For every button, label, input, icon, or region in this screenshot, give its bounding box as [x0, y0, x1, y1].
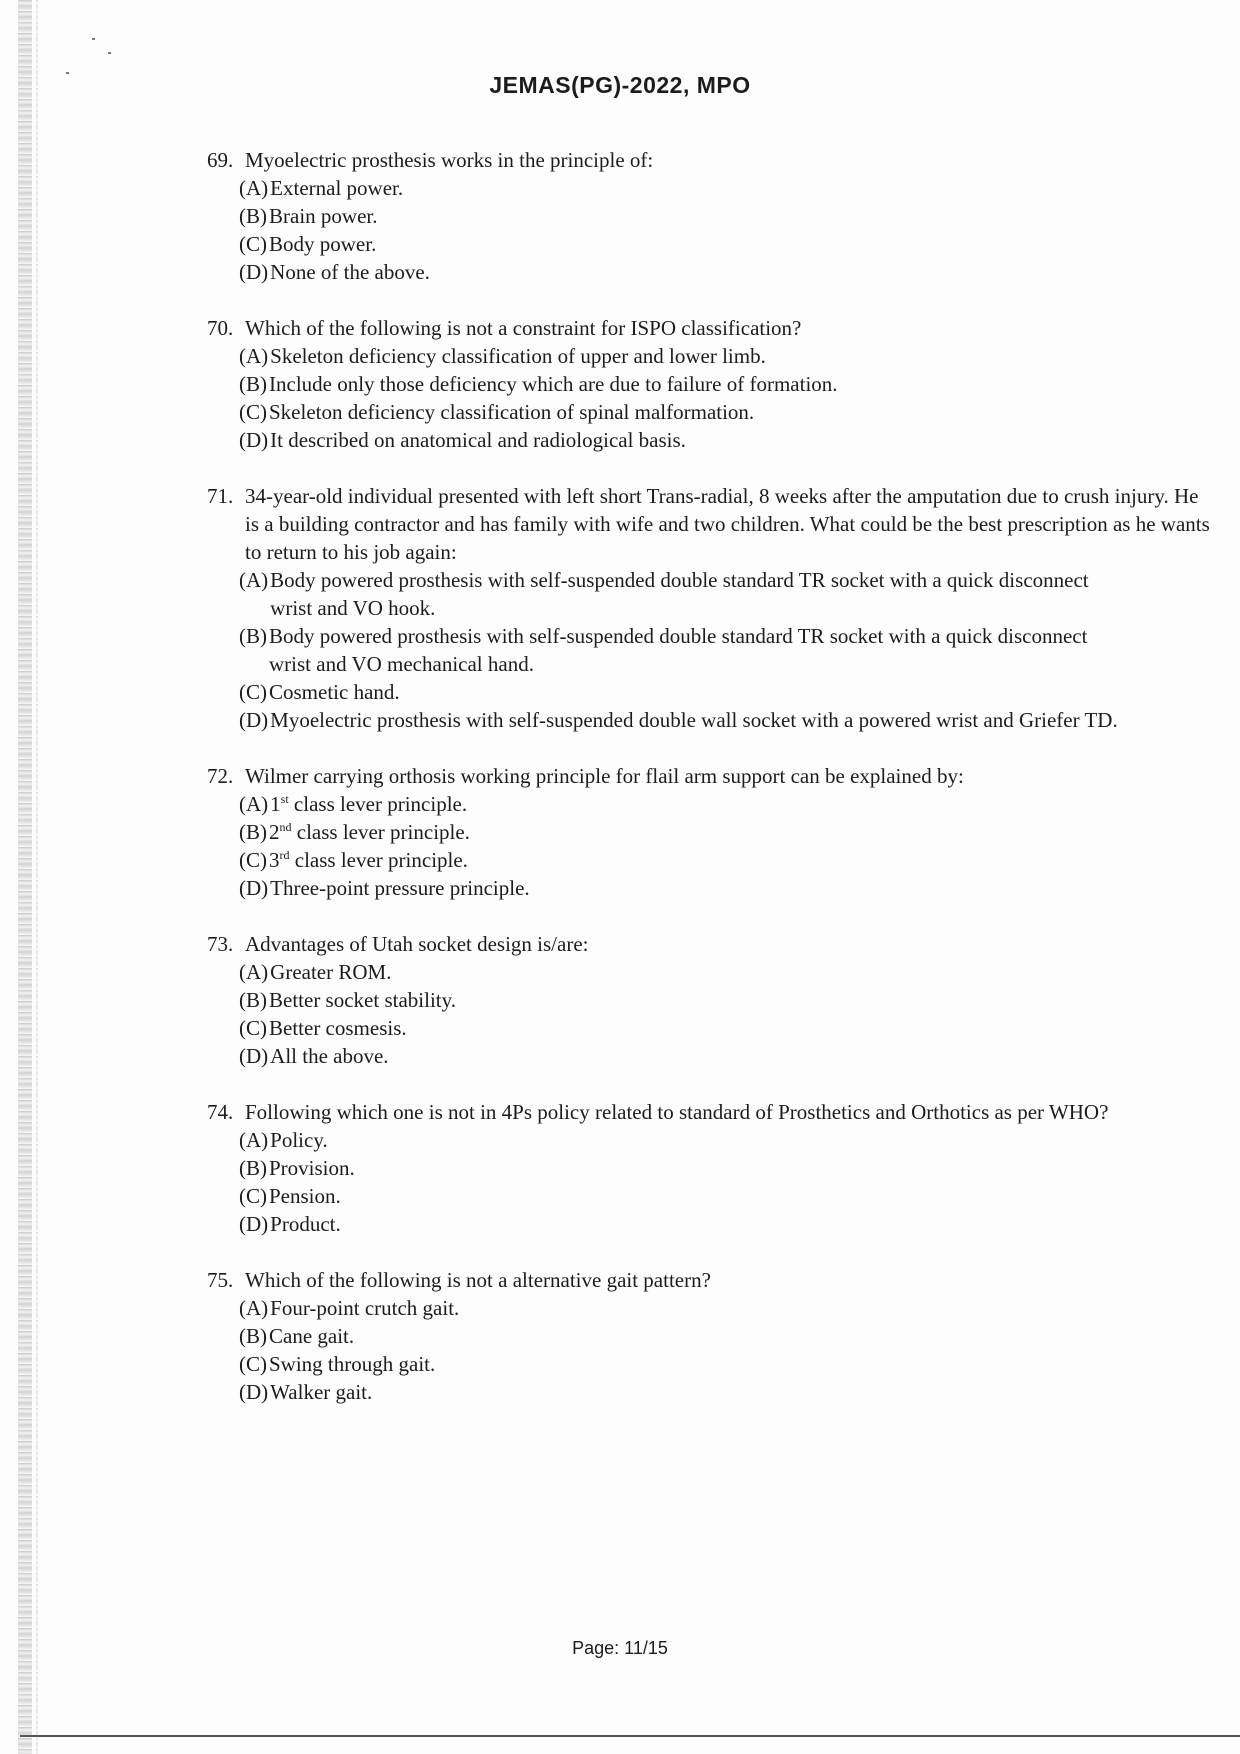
question-text: Wilmer carrying orthosis working principle for flail arm support can be explained by: — [245, 764, 964, 788]
option-text: class lever principle. — [289, 848, 468, 872]
question-74 — [207, 1098, 1217, 1238]
option-label: (B) — [239, 1156, 267, 1180]
answer-option — [239, 1126, 1217, 1154]
option-text: class lever principle. — [288, 792, 468, 816]
option-text: Skeleton deficiency classification of spinal malformation. — [269, 400, 755, 424]
scan-binding-line — [36, 0, 38, 1754]
option-text-container — [267, 370, 1129, 398]
option-text-container — [268, 1294, 1130, 1322]
question-71 — [207, 482, 1217, 734]
option-text: Provision. — [269, 1156, 355, 1180]
option-ordinal-suffix: nd — [279, 820, 292, 834]
option-text-container — [268, 790, 1130, 818]
option-text-container — [268, 706, 1130, 734]
option-label: (A) — [239, 1296, 269, 1320]
option-text: Cosmetic hand. — [269, 680, 400, 704]
question-text: Which of the following is not a constraint for ISPO classification? — [245, 316, 802, 340]
question-73 — [207, 930, 1217, 1070]
option-text: Brain power. — [269, 204, 378, 228]
option-label: (C) — [239, 1184, 267, 1208]
option-text-container — [267, 1182, 1129, 1210]
option-ordinal: 1 — [270, 792, 281, 816]
option-label: (D) — [239, 1380, 269, 1404]
question-number: 69. — [207, 148, 234, 172]
option-text: Body powered prosthesis with self-suspended double standard TR socket with a quick disconnect wrist and VO hook. — [270, 568, 1094, 620]
answer-option — [239, 202, 1217, 230]
question-text: Which of the following is not a alternative gait pattern? — [245, 1268, 711, 1292]
option-label: (C) — [239, 1352, 267, 1376]
option-text: None of the above. — [270, 260, 430, 284]
option-label: (C) — [239, 1016, 267, 1040]
answer-option — [239, 706, 1217, 734]
question-list — [207, 146, 1217, 1434]
option-label: (D) — [239, 1044, 269, 1068]
question-72 — [207, 762, 1217, 902]
question-75 — [207, 1266, 1217, 1406]
option-label: (B) — [239, 1324, 267, 1348]
answer-option — [239, 846, 1217, 874]
option-label: (A) — [239, 176, 269, 200]
answer-option — [239, 790, 1217, 818]
option-label: (B) — [239, 820, 267, 844]
question-number: 74. — [207, 1100, 234, 1124]
answer-option — [239, 678, 1217, 706]
option-label: (A) — [239, 960, 269, 984]
question-text: 34-year-old individual presented with left short Trans-radial, 8 weeks after the amputation due to crush injury. He is a building contractor and has family with wife and two children. What could be the best prescription as he wants to return to his job again: — [245, 484, 1216, 564]
option-label: (C) — [239, 680, 267, 704]
bottom-rule — [20, 1735, 1240, 1737]
option-text: Product. — [270, 1212, 341, 1236]
question-stem — [207, 146, 1217, 174]
question-number: 70. — [207, 316, 234, 340]
option-label: (A) — [239, 1128, 269, 1152]
answer-option — [239, 958, 1217, 986]
option-text-container — [268, 958, 1130, 986]
scan-speck — [108, 52, 111, 54]
option-text-container — [267, 986, 1129, 1014]
option-text: class lever principle. — [291, 820, 470, 844]
question-text: Myoelectric prosthesis works in the principle of: — [245, 148, 654, 172]
option-text-container — [267, 1014, 1129, 1042]
answer-option — [239, 1014, 1217, 1042]
option-text: Policy. — [270, 1128, 328, 1152]
option-list — [239, 1294, 1217, 1406]
answer-option — [239, 370, 1217, 398]
option-text: Cane gait. — [269, 1324, 355, 1348]
answer-option — [239, 398, 1217, 426]
answer-option — [239, 174, 1217, 202]
question-text: Following which one is not in 4Ps policy related to standard of Prosthetics and Orthotics as per WHO? — [245, 1100, 1109, 1124]
answer-option — [239, 1350, 1217, 1378]
option-text: Swing through gait. — [269, 1352, 436, 1376]
option-text-container — [268, 1378, 1130, 1406]
option-text-container — [268, 1126, 1130, 1154]
option-list — [239, 174, 1217, 286]
answer-option — [239, 1322, 1217, 1350]
option-text-container — [268, 258, 1130, 286]
option-list — [239, 566, 1217, 734]
question-text: Advantages of Utah socket design is/are: — [245, 932, 589, 956]
option-text: Better socket stability. — [269, 988, 457, 1012]
option-ordinal-suffix: rd — [279, 848, 290, 862]
question-stem — [207, 1098, 1217, 1126]
option-text-container — [268, 342, 1130, 370]
question-70 — [207, 314, 1217, 454]
option-text-container — [267, 398, 1129, 426]
answer-option — [239, 426, 1217, 454]
option-text: It described on anatomical and radiological basis. — [270, 428, 686, 452]
answer-option — [239, 342, 1217, 370]
question-stem — [207, 930, 1217, 958]
question-stem — [207, 314, 1217, 342]
option-label: (D) — [239, 1212, 269, 1236]
option-list — [239, 790, 1217, 902]
option-label: (B) — [239, 988, 267, 1012]
option-list — [239, 958, 1217, 1070]
option-text: Body powered prosthesis with self-suspended double standard TR socket with a quick disconnect wrist and VO mechanical hand. — [269, 624, 1093, 676]
option-label: (C) — [239, 848, 267, 872]
option-text: Include only those deficiency which are due to failure of formation. — [269, 372, 838, 396]
option-ordinal: 2 — [269, 820, 280, 844]
question-stem — [207, 762, 1217, 790]
scan-binding-edge — [18, 0, 32, 1754]
answer-option — [239, 1042, 1217, 1070]
option-label: (D) — [239, 876, 269, 900]
exam-header: JEMAS(PG)-2022, MPO — [489, 72, 751, 98]
option-text-container — [267, 1322, 1129, 1350]
option-text-container — [267, 622, 1129, 678]
option-text-container — [268, 1210, 1130, 1238]
option-text: Pension. — [269, 1184, 341, 1208]
question-stem — [207, 1266, 1217, 1294]
option-list — [239, 1126, 1217, 1238]
option-text: All the above. — [270, 1044, 389, 1068]
option-text: Four-point crutch gait. — [270, 1296, 460, 1320]
question-69 — [207, 146, 1217, 286]
option-text-container — [267, 818, 1129, 846]
option-label: (C) — [239, 232, 267, 256]
option-text-container — [267, 1350, 1129, 1378]
option-text: Walker gait. — [270, 1380, 373, 1404]
option-label: (B) — [239, 372, 267, 396]
option-text: Myoelectric prosthesis with self-suspended double wall socket with a powered wrist and Griefer TD. — [270, 708, 1118, 732]
question-number: 71. — [207, 484, 234, 508]
question-stem — [207, 482, 1217, 566]
option-label: (A) — [239, 344, 269, 368]
answer-option — [239, 1154, 1217, 1182]
question-number: 73. — [207, 932, 234, 956]
option-text-container — [267, 230, 1129, 258]
option-label: (A) — [239, 792, 269, 816]
question-number: 72. — [207, 764, 234, 788]
option-list — [239, 342, 1217, 454]
answer-option — [239, 874, 1217, 902]
answer-option — [239, 230, 1217, 258]
answer-option — [239, 1210, 1217, 1238]
option-text: Greater ROM. — [270, 960, 392, 984]
option-ordinal: 3 — [269, 848, 280, 872]
option-text-container — [268, 566, 1130, 622]
answer-option — [239, 1182, 1217, 1210]
answer-option — [239, 1294, 1217, 1322]
option-text: Better cosmesis. — [269, 1016, 407, 1040]
page-number: Page: 11/15 — [572, 1638, 668, 1658]
option-label: (A) — [239, 568, 269, 592]
option-text-container — [268, 1042, 1130, 1070]
option-label: (B) — [239, 204, 267, 228]
option-text: Skeleton deficiency classification of upper and lower limb. — [270, 344, 766, 368]
scan-speck — [92, 38, 95, 40]
option-text: External power. — [270, 176, 404, 200]
option-label: (D) — [239, 260, 269, 284]
question-number: 75. — [207, 1268, 234, 1292]
option-text: Body power. — [269, 232, 377, 256]
option-text-container — [267, 1154, 1129, 1182]
answer-option — [239, 258, 1217, 286]
answer-option — [239, 566, 1217, 622]
option-label: (D) — [239, 708, 269, 732]
answer-option — [239, 818, 1217, 846]
answer-option — [239, 986, 1217, 1014]
option-text-container — [267, 846, 1129, 874]
option-text-container — [268, 874, 1130, 902]
option-text: Three-point pressure principle. — [270, 876, 530, 900]
option-text-container — [267, 678, 1129, 706]
option-label: (B) — [239, 624, 267, 648]
answer-option — [239, 1378, 1217, 1406]
answer-option — [239, 622, 1217, 678]
option-text-container — [267, 202, 1129, 230]
option-ordinal-suffix: st — [280, 792, 289, 806]
option-text-container — [268, 174, 1130, 202]
option-text-container — [268, 426, 1130, 454]
option-label: (D) — [239, 428, 269, 452]
option-label: (C) — [239, 400, 267, 424]
